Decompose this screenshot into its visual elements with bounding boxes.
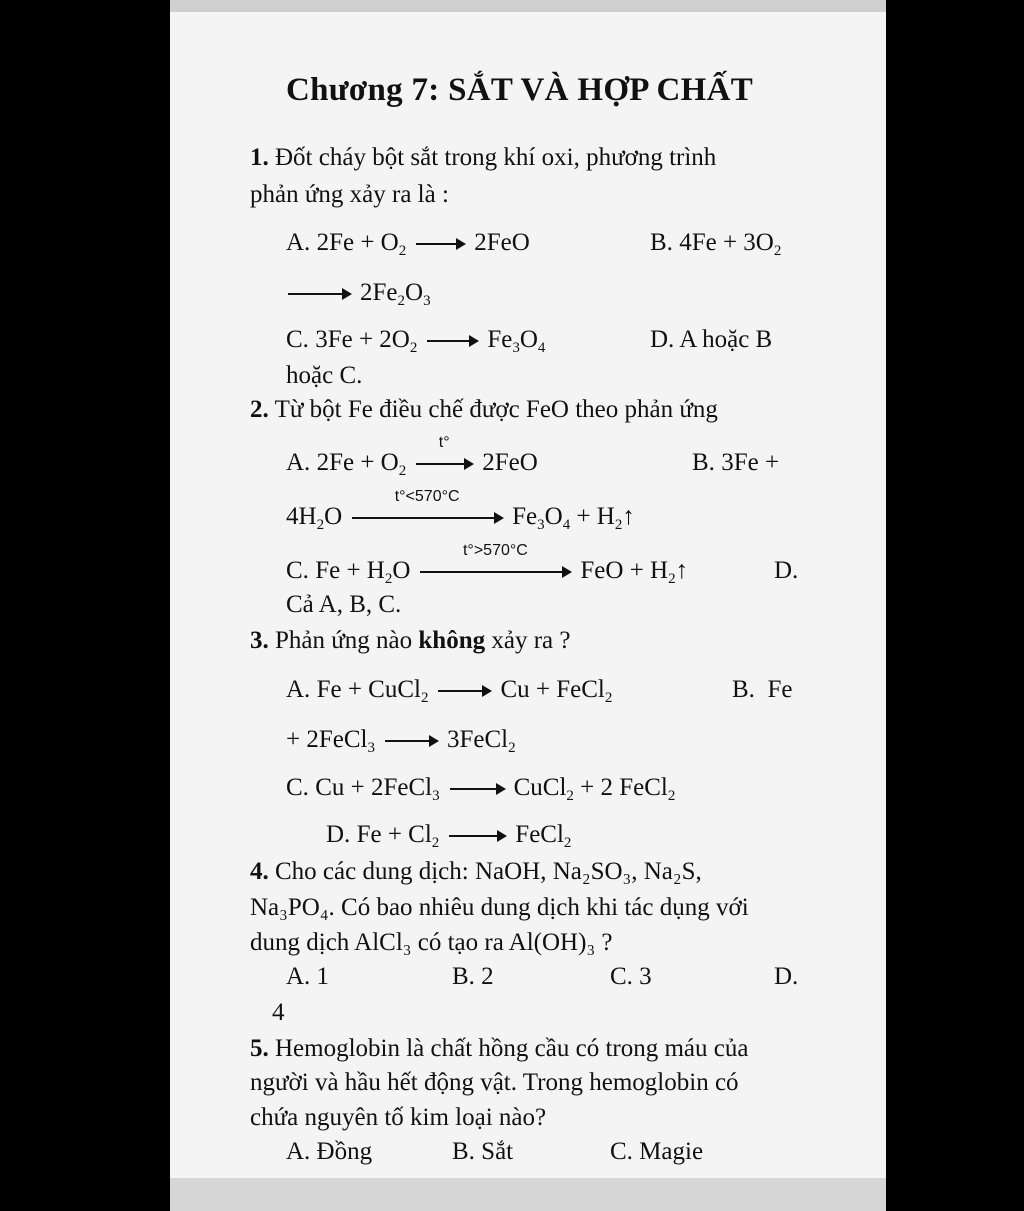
q1-option-c: C. $3Fe + 2O_2$ $Fe_3O_4$	[286, 326, 546, 356]
q4-text3: dung dịch AlCl₃ có tạo ra Al(OH)₃ ?	[250, 929, 613, 956]
q4-option-b: B. 2	[452, 963, 494, 990]
q5-text2: người và hầu hết động vật. Trong hemoglobin có	[250, 1069, 739, 1096]
reaction-arrow	[288, 293, 350, 295]
q2-option-a: A. $2Fe + O_2$ t° 2FeO	[286, 434, 538, 479]
q3-text-pre: Phản ứng nào	[275, 627, 413, 654]
q2-d-label: D.	[774, 557, 799, 584]
q3-a-label: A.	[286, 676, 311, 703]
q3-text-post: xảy ra ?	[491, 627, 571, 654]
q4-option-d: D.	[774, 963, 799, 990]
q3-option-a: A. Fe + CuCl$_2$ Cu + FeCl$_2$	[286, 676, 613, 706]
chapter-title: Chương 7: SẮT VÀ HỢP CHẤT	[286, 72, 754, 108]
q3-c-label: C.	[286, 774, 309, 801]
q2-number: 2.	[250, 396, 269, 423]
q1-option-a: A. $2Fe + O_2$ 2FeO	[286, 229, 530, 259]
q1-d-text1: A hoặc B	[679, 326, 773, 353]
q5-line1	[250, 1034, 748, 1064]
q2-a-condition: t°	[438, 434, 450, 452]
q3-option-d: D. $Fe + Cl_2$ FeCl$_2$	[326, 821, 572, 851]
q1-option-b: B. $4Fe + 3O_2$	[650, 229, 782, 259]
q1-number: 1.	[250, 144, 269, 171]
q1-option-b-cont: $2Fe_2O_3$	[286, 278, 431, 308]
bottom-edge	[170, 1178, 886, 1211]
q5-option-c: C. Magie	[610, 1138, 704, 1165]
q2-c-label: C.	[286, 557, 309, 584]
q3-number: 3.	[250, 627, 269, 654]
q3-line	[250, 626, 571, 656]
q1-b-label: B.	[650, 229, 673, 256]
q4-line1	[250, 857, 702, 887]
reaction-arrow	[427, 340, 477, 342]
q3-text-bold: không	[418, 627, 486, 654]
q3-option-c: C. Cu + 2FeCl$_3$ CuCl$_2$ + 2 FeCl$_2$	[286, 774, 676, 804]
q1-d-label: D.	[650, 326, 675, 353]
q3-option-b: B. Fe	[732, 676, 793, 703]
reaction-arrow	[416, 434, 472, 465]
q5-text3: chứa nguyên tố kim loại nào?	[250, 1104, 547, 1131]
q2-b-condition: t°<570°C	[394, 488, 460, 506]
q1-option-d	[650, 325, 772, 355]
q2-b-label: B.	[692, 449, 715, 476]
q2-option-b-cont: $4H_2O$ t°<570°C $Fe_3O_4$ + $H_2↑$	[286, 488, 635, 533]
q2-c-condition: t°>570°C	[462, 542, 528, 560]
q3-d-label: D.	[326, 821, 351, 848]
q5-number: 5.	[250, 1035, 269, 1062]
q5-option-b: B. Sắt	[452, 1138, 514, 1165]
q4-option-c: C. 3	[610, 963, 652, 990]
q3-option-b-cont: + 2FeCl$_3$ 3FeCl$_2$	[286, 726, 516, 756]
q1-c-label: C.	[286, 326, 309, 353]
reaction-arrow	[416, 243, 464, 245]
q2-option-c: C. $Fe + H_2O$ t°>570°C FeO + $H_2↑$	[286, 542, 689, 587]
q5-option-a: A. Đồng	[286, 1138, 373, 1165]
q1-text2: phản ứng xảy ra là :	[250, 181, 449, 208]
q4-text1: Cho các dung dịch: NaOH, Na₂SO₃, Na₂S,	[275, 858, 702, 885]
reaction-arrow	[352, 488, 502, 519]
reaction-arrow	[450, 788, 504, 790]
q4-number: 4.	[250, 858, 269, 885]
q5-text1: Hemoglobin là chất hồng cầu có trong máu của	[275, 1035, 749, 1062]
document-page	[170, 0, 886, 1211]
q4-text2: Na₃PO₄. Có bao nhiêu dung dịch khi tác dụng với	[250, 894, 749, 921]
q1-text1: Đốt cháy bột sắt trong khí oxi, phương trình	[275, 144, 717, 171]
q1-a-label: A.	[286, 229, 311, 256]
q4-option-a: A. 1	[286, 963, 330, 990]
reaction-arrow	[385, 740, 437, 742]
top-edge	[170, 0, 886, 12]
q1-line1	[250, 143, 716, 173]
q2-a-label: A.	[286, 449, 311, 476]
reaction-arrow	[449, 835, 505, 837]
q2-option-b: B. 3Fe +	[692, 449, 780, 476]
q4-d-value: 4	[272, 999, 285, 1026]
reaction-arrow	[420, 542, 570, 573]
q2-text: Từ bột Fe điều chế được FeO theo phản ứng	[274, 396, 718, 423]
reaction-arrow	[438, 690, 490, 692]
q2-line	[250, 395, 718, 425]
q3-b-label: B.	[732, 676, 755, 703]
q1-d-text2: hoặc C.	[286, 362, 363, 389]
q2-d-text: Cả A, B, C.	[286, 591, 402, 618]
